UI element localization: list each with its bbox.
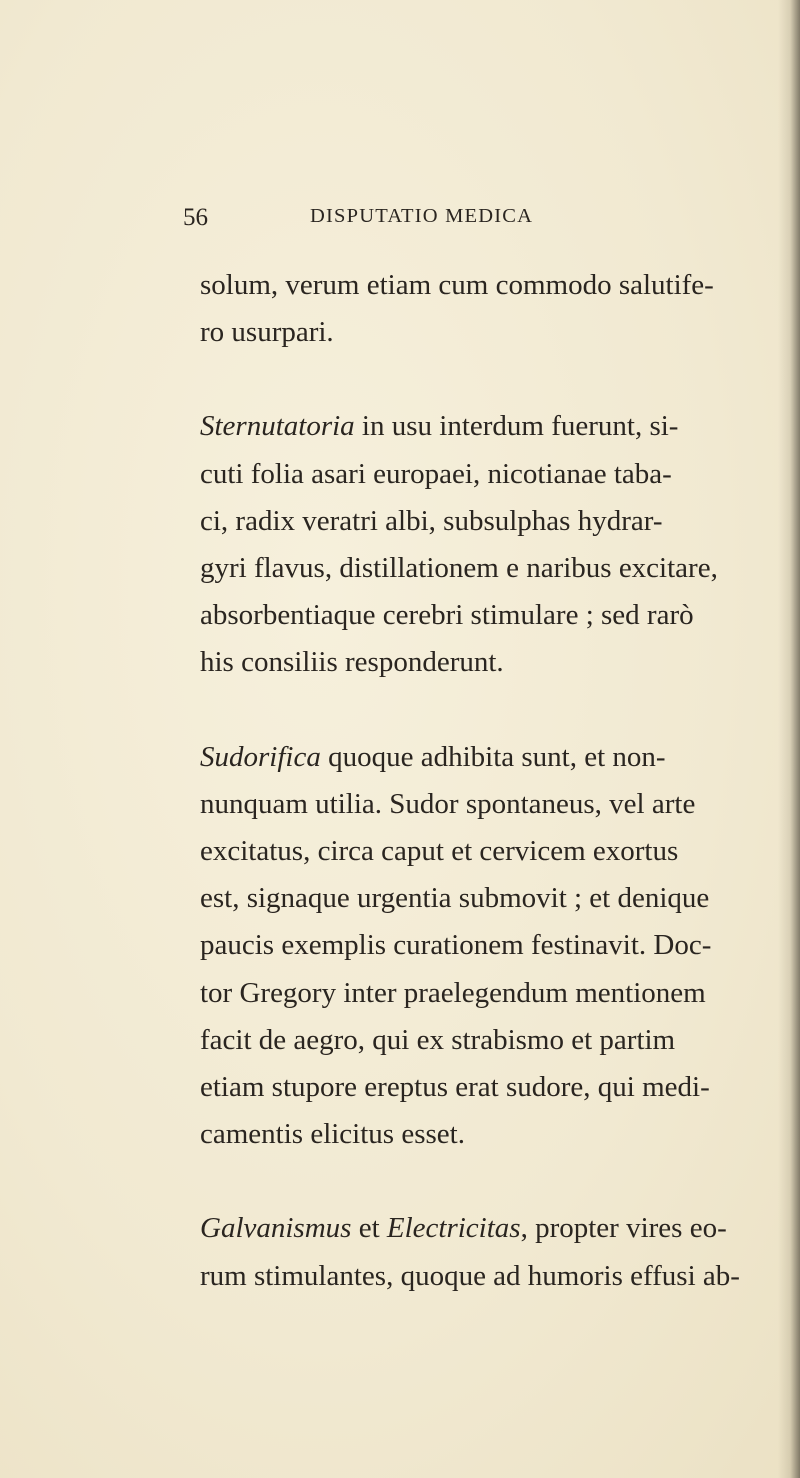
text-line: ro usurpari.	[200, 316, 334, 349]
text-line: Galvanismus et Electricitas, propter vires eo-	[200, 1212, 727, 1245]
text-line: gyri flavus, distillationem e naribus excitare,	[200, 552, 718, 585]
italic-term: Electricitas	[386, 1212, 521, 1245]
paragraph	[200, 403, 718, 686]
text-line: Sudorifica quoque adhibita sunt, et non-	[200, 740, 666, 773]
page-number: 56	[183, 204, 208, 231]
text-line: absorbentiaque cerebri stimulare ; sed rarò	[200, 599, 694, 632]
text-line: cuti folia asari europaei, nicotianae taba-	[200, 457, 672, 490]
body-text	[200, 262, 740, 1347]
text-line: ci, radix veratri albi, subsulphas hydrar-	[200, 504, 663, 537]
running-title: DISPUTATIO MEDICA	[310, 205, 534, 227]
paragraph	[200, 734, 712, 1159]
text-line: his consiliis responderunt.	[200, 646, 504, 679]
text-line: nunquam utilia. Sudor spontaneus, vel arte	[200, 787, 696, 820]
text-line: solum, verum etiam cum commodo salutife-	[200, 269, 714, 301]
paragraph	[200, 1205, 740, 1299]
italic-term: Sudorifica	[200, 740, 321, 773]
text-line: facit de aegro, qui ex strabismo et partim	[200, 1023, 676, 1056]
page-edge-shadow	[778, 0, 800, 1478]
italic-term: Galvanismus	[200, 1212, 352, 1245]
page-header	[183, 204, 623, 234]
text-line: paucis exemplis curationem festinavit. Doc-	[200, 929, 712, 962]
text-line: est, signaque urgentia submovit ; et denique	[200, 882, 710, 915]
text-line: etiam stupore ereptus erat sudore, qui medi-	[200, 1071, 710, 1104]
text-line: Sternutatoria in usu interdum fuerunt, si-	[200, 410, 679, 443]
paragraph	[200, 262, 714, 356]
text-line: excitatus, circa caput et cervicem exortus	[200, 835, 679, 868]
italic-term: Sternutatoria	[200, 410, 355, 443]
text-line: camentis elicitus esset.	[200, 1118, 465, 1151]
text-line: rum stimulantes, quoque ad humoris effusi ab-	[200, 1259, 740, 1292]
text-line: tor Gregory inter praelegendum mentionem	[200, 976, 706, 1009]
